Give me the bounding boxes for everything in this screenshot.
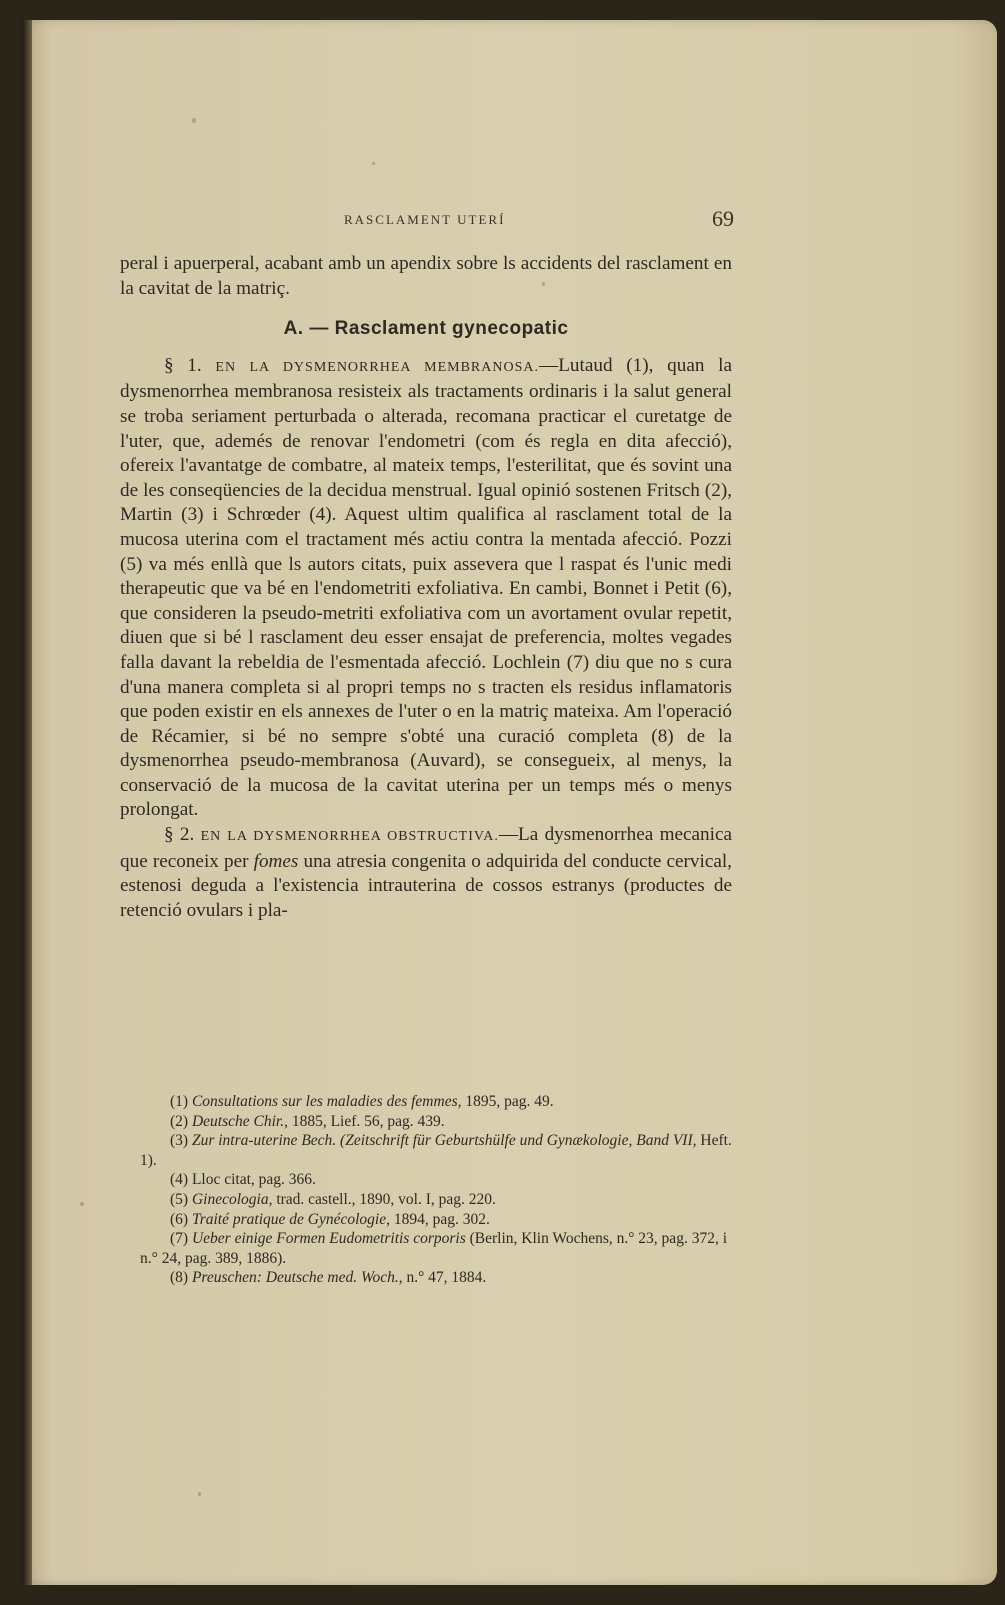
body-text	[120, 252, 732, 923]
footnote-text: n.° 47, 1884.	[402, 1269, 487, 1287]
footnote	[140, 1092, 738, 1112]
page-number: 69	[712, 206, 734, 231]
footnotes	[140, 1092, 738, 1288]
footnote-number: (8)	[170, 1269, 189, 1287]
footnote-title: Ginecologia,	[191, 1190, 273, 1208]
paragraph-2	[120, 823, 732, 923]
paper-speck	[192, 118, 196, 123]
footnote-title: Ueber einige Formen Eudometritis corporis	[191, 1230, 466, 1248]
footnote	[140, 1268, 738, 1288]
running-head	[22, 206, 997, 234]
section-heading: A. — Rasclament gynecopatic	[283, 318, 569, 340]
footnote	[140, 1229, 738, 1268]
paragraph-2-text-after: una atresia congenita o adquirida del conducte cervical, estenosi deguda a l'existencia intrauterina de cossos estranys (productes de retenció ovulars i pla-	[120, 850, 732, 921]
paragraph-2-marker: § 2.	[164, 824, 195, 846]
footnote-number: (6)	[170, 1210, 189, 1228]
footnote-number: (4)	[170, 1171, 189, 1189]
footnote-text: 1885, Lief. 56, pag. 439.	[287, 1112, 445, 1130]
footnote-title: Consultations sur les maladies des femmes,	[191, 1093, 462, 1110]
footnote-text: 1894, pag. 302.	[389, 1210, 490, 1228]
footnote-title: Preuschen: Deutsche med. Woch.,	[191, 1269, 403, 1287]
footnote-title: Zur intra-uterine Bech. (Zeitschrift für Geburtshülfe und Gynækologie, Band VII,	[191, 1132, 697, 1150]
footnote-number: (7)	[170, 1230, 189, 1248]
intro-paragraph: peral i apuerperal, acabant amb un apendix sobre ls accidents del rasclament en la cavitat de la matriç.	[120, 253, 732, 299]
footnote-number: (1)	[170, 1093, 189, 1110]
paper-speck	[372, 162, 375, 165]
paper-sheet	[22, 20, 997, 1585]
footnote-number: (5)	[170, 1190, 189, 1208]
footnote-text: Lloc citat, pag. 366.	[191, 1171, 316, 1189]
footnote-text: 1895, pag. 49.	[461, 1093, 554, 1110]
footnote-number: (2)	[170, 1112, 189, 1130]
footnote	[140, 1170, 738, 1190]
paper-speck	[198, 1492, 201, 1496]
footnote-title: Deutsche Chir.,	[191, 1112, 288, 1130]
footnote-title: Traité pratique de Gynécologie,	[191, 1210, 390, 1228]
footnote	[140, 1112, 738, 1132]
paragraph-2-title: EN LA DYSMENORRHEA OBSTRUCTIVA.	[200, 829, 499, 845]
paragraph-2-text-before: —La dysmenorrhea mecanica que reconeix per	[120, 824, 732, 872]
paragraph-1-text: —Lutaud (1), quan la dysmenorrhea membranosa resisteix als tractaments ordinaris i la salut general se troba seriament perturbada o alterada, recomana practicar el curetatge de l'uter, que, ademés de renovar l'endometri (com és regla en dita afecció), ofereix l'avantatge de combatre, al mateix temps, l'esterilitat, que és sovint una de les conseqüencies de la decidua menstrual. Igual opinió sostenen Fritsch (2), Martin (3) i Schrœder (4). Aquest ultim qualifica al rasclament total de la mucosa uterina com el tractament més actiu contra la mentada afecció. Pozzi (5) va més enllà que ls autors citats, puix assevera que l raspat és l'unic medi therapeutic que va bé en l'endometriti exfoliativa. En cambi, Bonnet i Petit (6), que consideren la pseudo-metriti exfoliativa com un avortament ovular repetit, diuen que si bé l rasclament deu esser ensajat de preferencia, moltes vegades falla davant la rebeldia de l'esmentada afecció. Lochlein (7) diu que no s cura d'una manera completa si al propri temps no s tracten els residus inflamatoris que poden existir en els annexes de l'uter o en la matriç mateixa. Am l'operació de Récamier, si bé no sempre s'obté una curació completa (8) de la dysmenorrhea pseudo-membranosa (Auvard), se consegueix, al menys, la conservació de la mucosa de la cavitat uterina per un temps més o menys prolongat.	[120, 354, 733, 821]
paper-speck	[80, 1202, 84, 1206]
page-binding-edge	[22, 20, 32, 1585]
footnote-text: Heft. 1).	[140, 1132, 732, 1169]
footnote	[140, 1190, 738, 1210]
paragraph-1	[120, 354, 732, 823]
footnote-number: (3)	[170, 1132, 189, 1150]
running-head-title: RASCLAMENT UTERÍ	[344, 212, 506, 227]
footnote	[140, 1210, 738, 1230]
paragraph-1-marker: § 1.	[164, 354, 202, 376]
paragraph-2-italic: fomes	[253, 850, 299, 872]
paper-speck	[542, 282, 545, 286]
paragraph-1-title: EN LA DYSMENORRHEA MEMBRANOSA.	[215, 359, 539, 375]
footnote	[140, 1131, 738, 1170]
footnote-text: (Berlin, Klin Wochens, n.° 23, pag. 372, i n.° 24, pag. 389, 1886).	[140, 1230, 727, 1267]
footnote-text: trad. castell., 1890, vol. I, pag. 220.	[272, 1190, 496, 1208]
